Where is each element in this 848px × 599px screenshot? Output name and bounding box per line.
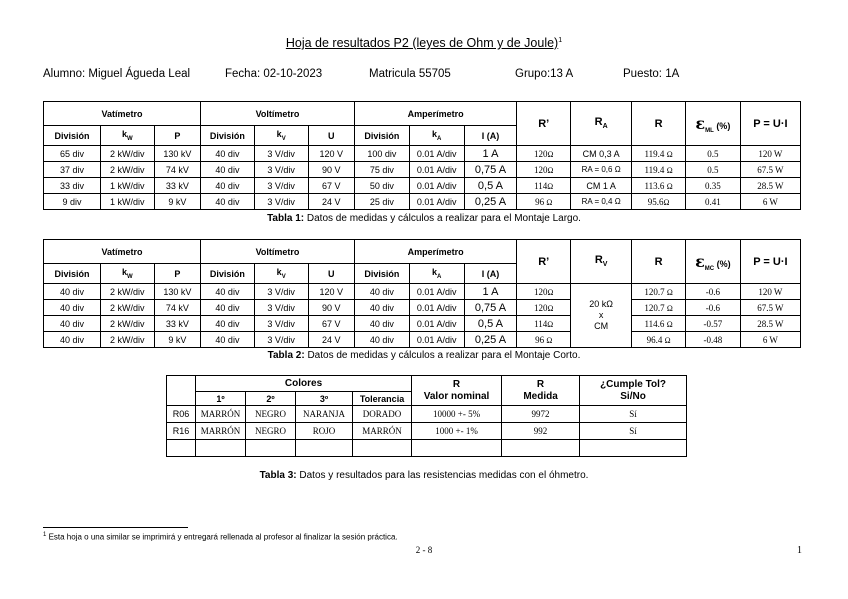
cell: 9 kV <box>154 332 200 348</box>
table-row <box>44 284 801 300</box>
cell: 130 kV <box>154 284 200 300</box>
cell: 2 kW/div <box>100 146 154 162</box>
cell: 0.01 A/div <box>409 300 464 316</box>
cell: 120.7 Ω <box>632 284 686 300</box>
cell: 37 div <box>44 162 101 178</box>
header-division: División <box>354 126 409 146</box>
cell: 40 div <box>201 332 255 348</box>
header-vatimetro: Vatímetro <box>44 102 201 126</box>
cell <box>167 440 196 457</box>
empty-header <box>167 392 196 406</box>
cell: 28.5 W <box>740 316 800 332</box>
header-voltimetro: Voltímetro <box>201 240 355 264</box>
header-amperimetro: Amperímetro <box>354 240 516 264</box>
group: Grupo:13 A <box>515 68 574 80</box>
title-footnote-mark: 1 <box>558 36 563 44</box>
cell: 33 div <box>44 178 101 194</box>
cell: 120Ω <box>517 284 571 300</box>
cell: 3 V/div <box>254 300 308 316</box>
cell: 33 kV <box>154 178 200 194</box>
cell: 3 V/div <box>254 162 308 178</box>
cell: 40 div <box>201 146 255 162</box>
cell-ra: RA = 0,6 Ω <box>571 162 632 178</box>
cell: 120Ω <box>517 300 571 316</box>
cell: 1000 +- 1% <box>412 423 502 440</box>
header-color-2: 2º <box>246 392 296 406</box>
header-i: I (A) <box>464 264 517 284</box>
cell: ROJO <box>296 423 353 440</box>
cell: 0.41 <box>685 194 740 210</box>
cell: MARRÓN <box>196 406 246 423</box>
header-r-prime: R’ <box>517 102 571 146</box>
cell: 0.01 A/div <box>409 146 464 162</box>
page-number: 1 <box>797 545 802 556</box>
cell: 1 A <box>464 146 517 162</box>
cell <box>246 440 296 457</box>
header-colores: Colores <box>196 376 412 392</box>
table1-caption: Tabla 1: Datos de medidas y cálculos a realizar para el Montaje Largo. <box>267 213 581 224</box>
cell: 0.35 <box>685 178 740 194</box>
cell: 2 kW/div <box>100 316 154 332</box>
cell: 6 W <box>740 194 800 210</box>
header-kw: $k_W$ <box>100 264 154 284</box>
cell: Sí <box>580 406 687 423</box>
cell: 992 <box>502 423 580 440</box>
cell: NARANJA <box>296 406 353 423</box>
header-division: División <box>201 126 255 146</box>
table-resistencias <box>166 375 687 457</box>
header-voltimetro: Voltímetro <box>201 102 355 126</box>
cell: 40 div <box>201 162 255 178</box>
cell: 40 div <box>201 316 255 332</box>
cell-ra: CM 0,3 A <box>571 146 632 162</box>
cell: 40 div <box>44 300 101 316</box>
cell: 40 div <box>201 194 255 210</box>
header-i: I (A) <box>464 126 517 146</box>
cell: 120Ω <box>517 162 571 178</box>
cell: 0.01 A/div <box>409 162 464 178</box>
cell: -0.48 <box>685 332 740 348</box>
cell: 50 div <box>354 178 409 194</box>
cell: 3 V/div <box>254 194 308 210</box>
cell: 0.5 <box>685 162 740 178</box>
cell: -0.6 <box>685 300 740 316</box>
cell: 120 V <box>308 284 354 300</box>
cell: 120.7 Ω <box>632 300 686 316</box>
footnote-separator <box>43 527 188 528</box>
cell: 0,5 A <box>464 178 517 194</box>
header-eps-ml: $\varepsilon_{ML}$ (%) <box>685 102 740 146</box>
cell: 40 div <box>44 284 101 300</box>
student-name: Alumno: Miguel Águeda Leal <box>43 68 191 80</box>
cell: 0,25 A <box>464 332 517 348</box>
cell <box>296 440 353 457</box>
table3-caption: Tabla 3: Datos y resultados para las resistencias medidas con el óhmetro. <box>259 470 589 481</box>
cell-ra: CM 1 A <box>571 178 632 194</box>
cell: 9 kV <box>154 194 200 210</box>
cell: MARRÓN <box>353 423 412 440</box>
table-row <box>44 162 801 178</box>
cell: 120Ω <box>517 146 571 162</box>
table-row <box>44 194 801 210</box>
cell: 1 kW/div <box>100 178 154 194</box>
header-kv: $k_V$ <box>254 126 308 146</box>
cell: MARRÓN <box>196 423 246 440</box>
cell: 75 div <box>354 162 409 178</box>
cell: 96 Ω <box>517 332 571 348</box>
cell: 0.01 A/div <box>409 316 464 332</box>
cell: 67 V <box>308 316 354 332</box>
cell: 9972 <box>502 406 580 423</box>
cell: 40 div <box>354 300 409 316</box>
cell: 0.01 A/div <box>409 178 464 194</box>
station: Puesto: 1A <box>623 68 680 80</box>
header-color-1: 1º <box>196 392 246 406</box>
header-power: P = U·I <box>740 102 800 146</box>
cell: 2 kW/div <box>100 332 154 348</box>
cell: -0.6 <box>685 284 740 300</box>
cell: Sí <box>580 423 687 440</box>
cell: 40 div <box>201 284 255 300</box>
cell: 96.4 Ω <box>632 332 686 348</box>
cell: NEGRO <box>246 406 296 423</box>
header-vatimetro: Vatímetro <box>44 240 201 264</box>
table-montaje-largo <box>43 101 801 210</box>
header-eps-mc: $\varepsilon_{MC}$ (%) <box>685 240 740 284</box>
cell: 40 div <box>201 300 255 316</box>
cell: 74 kV <box>154 300 200 316</box>
header-rv: $R_V$ <box>571 240 632 284</box>
table2-caption: Tabla 2: Datos de medidas y cálculos a realizar para el Montaje Corto. <box>267 350 581 361</box>
header-u: U <box>308 126 354 146</box>
cell: 2 kW/div <box>100 162 154 178</box>
cell: 65 div <box>44 146 101 162</box>
cell: 0.01 A/div <box>409 194 464 210</box>
cell: 40 div <box>44 332 101 348</box>
cell: 95.6Ω <box>632 194 686 210</box>
header-cumple: ¿Cumple Tol? Si/No <box>580 376 687 406</box>
cell: 3 V/div <box>254 316 308 332</box>
cell: 120 W <box>740 146 800 162</box>
cell <box>502 440 580 457</box>
cell: 0,25 A <box>464 194 517 210</box>
cell: 0,75 A <box>464 162 517 178</box>
cell <box>353 440 412 457</box>
cell: 28.5 W <box>740 178 800 194</box>
header-kw: $k_W$ <box>100 126 154 146</box>
cell: 1 A <box>464 284 517 300</box>
empty-header <box>167 376 196 392</box>
cell: 114Ω <box>517 316 571 332</box>
cell: 3 V/div <box>254 178 308 194</box>
cell: 2 kW/div <box>100 284 154 300</box>
cell: 0.01 A/div <box>409 332 464 348</box>
cell: 96 Ω <box>517 194 571 210</box>
cell: 120 W <box>740 284 800 300</box>
table-row <box>44 316 801 332</box>
cell: 0.01 A/div <box>409 284 464 300</box>
cell: 40 div <box>44 316 101 332</box>
cell: 67.5 W <box>740 162 800 178</box>
cell: 67 V <box>308 178 354 194</box>
cell: 24 V <box>308 332 354 348</box>
cell: 0,5 A <box>464 316 517 332</box>
cell: R16 <box>167 423 196 440</box>
header-r-prime: R’ <box>517 240 571 284</box>
cell: 3 V/div <box>254 146 308 162</box>
cell: DORADO <box>353 406 412 423</box>
header-u: U <box>308 264 354 284</box>
footnote: $^1$ Esta hoja o una similar se imprimirá y entregará rellenada al profesor al finalizar la sesión práctica. <box>43 532 398 542</box>
header-r-medida: R Medida <box>502 376 580 406</box>
cell: 25 div <box>354 194 409 210</box>
header-r-nominal: R Valor nominal <box>412 376 502 406</box>
cell-rv: 20 kΩ x CM <box>571 284 632 348</box>
cell: 119.4 Ω <box>632 146 686 162</box>
date: Fecha: 02-10-2023 <box>225 68 323 80</box>
header-tolerancia: Tolerancia <box>353 392 412 406</box>
page-title <box>0 36 848 50</box>
cell: 6 W <box>740 332 800 348</box>
header-division: División <box>44 264 101 284</box>
cell: 114Ω <box>517 178 571 194</box>
table-row <box>44 332 801 348</box>
cell: 24 V <box>308 194 354 210</box>
cell: 10000 +- 5% <box>412 406 502 423</box>
cell <box>412 440 502 457</box>
cell: 40 div <box>354 332 409 348</box>
table-row <box>44 146 801 162</box>
cell-ra: RA = 0,4 Ω <box>571 194 632 210</box>
header-p: P <box>154 264 200 284</box>
table-row <box>167 406 687 423</box>
cell: 3 V/div <box>254 332 308 348</box>
cell: 90 V <box>308 162 354 178</box>
cell: 40 div <box>354 284 409 300</box>
cell: 2 kW/div <box>100 300 154 316</box>
header-power: P = U·I <box>740 240 800 284</box>
cell <box>580 440 687 457</box>
header-ka: $k_A$ <box>409 264 464 284</box>
cell: 114.6 Ω <box>632 316 686 332</box>
cell: 74 kV <box>154 162 200 178</box>
table-row <box>44 178 801 194</box>
header-ka: $k_A$ <box>409 126 464 146</box>
page-range: 2 - 8 <box>415 545 433 555</box>
cell: NEGRO <box>246 423 296 440</box>
cell: 3 V/div <box>254 284 308 300</box>
header-color-3: 3º <box>296 392 353 406</box>
header-p: P <box>154 126 200 146</box>
cell: 120 V <box>308 146 354 162</box>
header-division: División <box>354 264 409 284</box>
cell: 113.6 Ω <box>632 178 686 194</box>
header-division: División <box>44 126 101 146</box>
header-amperimetro: Amperímetro <box>354 102 516 126</box>
title-text: Hoja de resultados P2 (leyes de Ohm y de Joule) <box>285 36 559 50</box>
cell: R06 <box>167 406 196 423</box>
cell: 1 kW/div <box>100 194 154 210</box>
cell: 90 V <box>308 300 354 316</box>
cell: 0,75 A <box>464 300 517 316</box>
cell <box>196 440 246 457</box>
cell: 100 div <box>354 146 409 162</box>
table-row <box>167 440 687 457</box>
table-row <box>167 423 687 440</box>
cell: 130 kV <box>154 146 200 162</box>
header-r: R <box>632 102 686 146</box>
header-ra: $R_A$ <box>571 102 632 146</box>
table-montaje-corto <box>43 239 801 348</box>
cell: 0.5 <box>685 146 740 162</box>
table-row <box>44 300 801 316</box>
cell: 33 kV <box>154 316 200 332</box>
cell: 40 div <box>201 178 255 194</box>
cell: -0.57 <box>685 316 740 332</box>
cell: 67.5 W <box>740 300 800 316</box>
header-kv: $k_V$ <box>254 264 308 284</box>
cell: 9 div <box>44 194 101 210</box>
header-division: División <box>201 264 255 284</box>
cell: 119.4 Ω <box>632 162 686 178</box>
header-r: R <box>632 240 686 284</box>
cell: 40 div <box>354 316 409 332</box>
registration-number: Matricula 55705 <box>369 68 451 80</box>
